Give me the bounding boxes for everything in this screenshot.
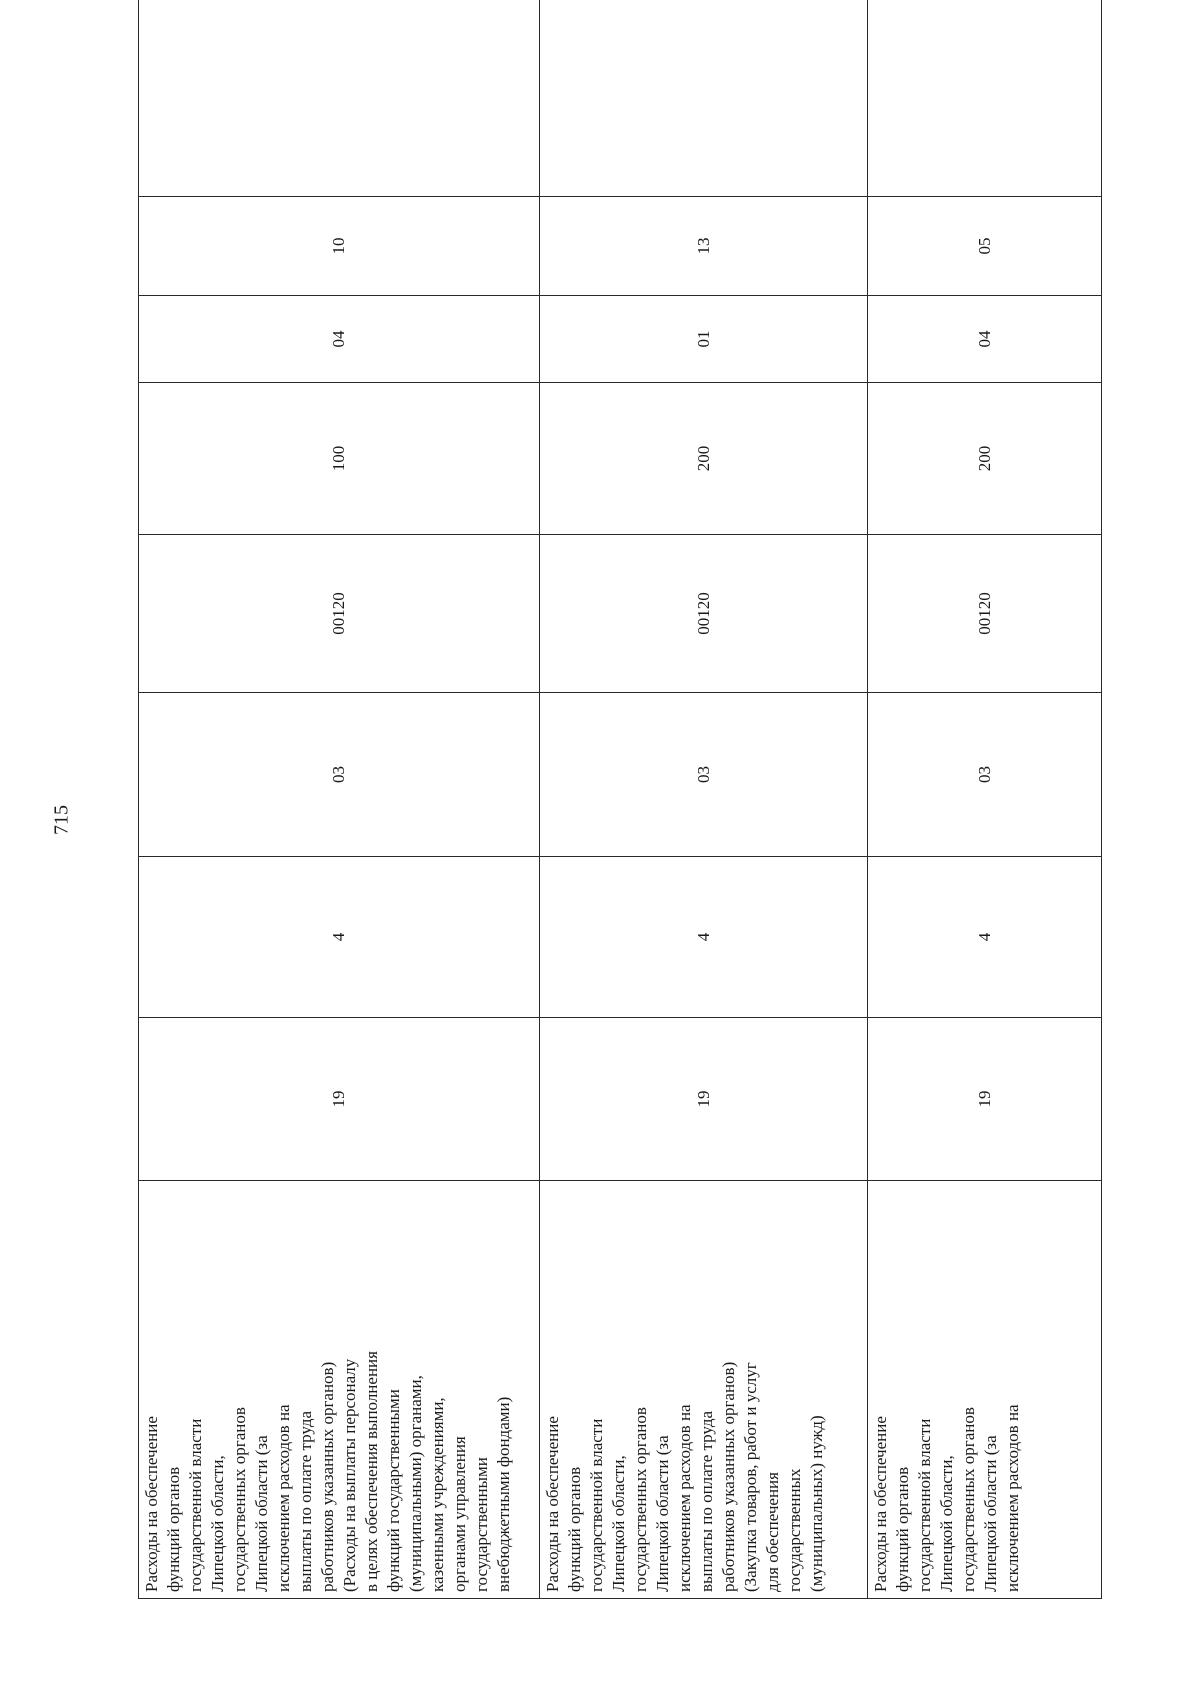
row-2-col-7: 13 bbox=[540, 197, 868, 296]
row-1-col-7: 10 bbox=[139, 197, 540, 296]
table-row bbox=[868, 0, 1102, 1599]
row-3-col-6: 04 bbox=[868, 296, 1102, 383]
row-3-col-2: 4 bbox=[868, 857, 1102, 1018]
row-3-amount-1 bbox=[868, 0, 1102, 197]
row-1-col-3: 03 bbox=[139, 693, 540, 857]
row-1-col-1: 19 bbox=[139, 1018, 540, 1181]
row-2-amount-1 bbox=[540, 0, 868, 197]
row-2-col-1: 19 bbox=[540, 1018, 868, 1181]
row-2-description: Расходы на обеспечение функций органов государственной власти Липецкой области, государственных органов Липецкой области (за исключением расходов на выплаты по оплате труда работников указанных органов) (Закупка товаров, работ и услуг для обеспечения государственных (муниципальных) нужд) bbox=[540, 1181, 868, 1599]
row-3-col-3: 03 bbox=[868, 693, 1102, 857]
row-2-col-6: 01 bbox=[540, 296, 868, 383]
row-3-col-5: 200 bbox=[868, 383, 1102, 535]
row-1-col-2: 4 bbox=[139, 857, 540, 1018]
row-1-col-6: 04 bbox=[139, 296, 540, 383]
row-2-col-5: 200 bbox=[540, 383, 868, 535]
row-1-col-4: 00120 bbox=[139, 535, 540, 693]
row-1-description: Расходы на обеспечение функций органов государственной власти Липецкой области, государственных органов Липецкой области (за исключением расходов на выплаты по оплате труда работников указанных органов) (Расходы на выплаты персоналу в целях обеспечения выполнения функций государственными (муниципальными) органами, казенными учреждениями, органами управления государственными внебюджетными фондами) bbox=[139, 1181, 540, 1599]
rotated-table-container bbox=[138, 67, 1101, 1599]
row-3-col-4: 00120 bbox=[868, 535, 1102, 693]
table-row bbox=[540, 0, 868, 1599]
row-1-amount-1 bbox=[139, 0, 540, 197]
budget-table bbox=[138, 0, 1102, 1599]
row-2-col-3: 03 bbox=[540, 693, 868, 857]
row-1-col-5: 100 bbox=[139, 383, 540, 535]
row-3-col-1: 19 bbox=[868, 1018, 1102, 1181]
page-number: 715 bbox=[50, 805, 73, 835]
row-3-description: Расходы на обеспечение функций органов государственной власти Липецкой области, государственных органов Липецкой области (за исключением расходов на bbox=[868, 1181, 1102, 1599]
table-row bbox=[139, 0, 540, 1599]
row-3-col-7: 05 bbox=[868, 197, 1102, 296]
row-2-col-2: 4 bbox=[540, 857, 868, 1018]
row-2-col-4: 00120 bbox=[540, 535, 868, 693]
